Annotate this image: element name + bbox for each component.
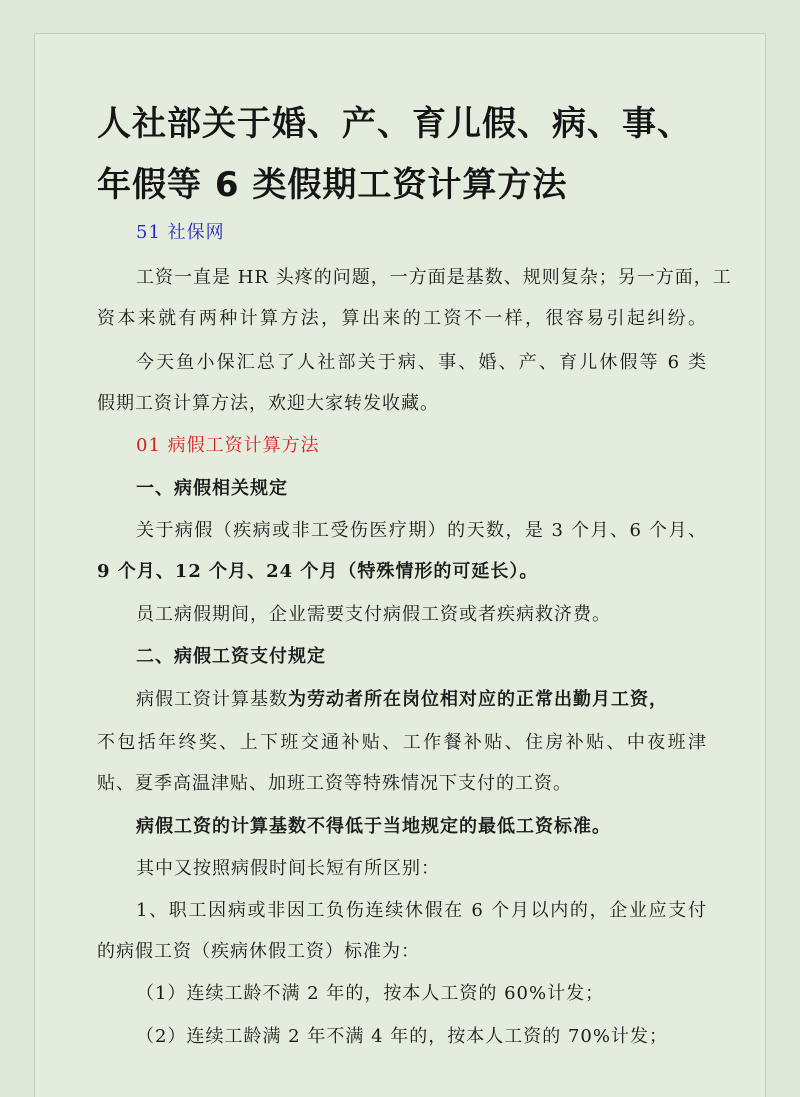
source-label: 51 社保网 (136, 222, 225, 243)
subsection-heading-rules: 一、病假相关规定 (136, 478, 288, 499)
payment-base-paragraph-line-3: 贴、夏季高温津贴、加班工资等特殊情况下支付的工资。 (97, 773, 572, 794)
subsection-heading-payment: 二、病假工资支付规定 (136, 646, 326, 667)
payment-base-normal-text: 病假工资计算基数 (136, 689, 288, 710)
intro-paragraph-1-line-1: 工资一直是 HR 头疼的问题，一方面是基数、规则复杂；另一方面，工 (136, 267, 732, 288)
intro-paragraph-1-line-2: 资本来就有两种计算方法，算出来的工资不一样，很容易引起纠纷。 (97, 308, 707, 329)
payment-obligation-paragraph: 员工病假期间，企业需要支付病假工资或者疾病救济费。 (136, 604, 611, 625)
section-heading-01: 01 病假工资计算方法 (136, 435, 320, 456)
payment-base-paragraph-line-1 (136, 688, 707, 712)
rules-paragraph-line-2: 9 个月、12 个月、24 个月（特殊情形的可延长）。 (97, 561, 539, 582)
item-1-subitem-2: （2）连续工龄满 2 年不满 4 年的，按本人工资的 70%计发； (136, 1026, 668, 1047)
minimum-wage-paragraph: 病假工资的计算基数不得低于当地规定的最低工资标准。 (136, 816, 611, 837)
duration-distinction-paragraph: 其中又按照病假时间长短有所区别： (136, 858, 440, 879)
intro-paragraph-2-line-1: 今天鱼小保汇总了人社部关于病、事、婚、产、育儿休假等 6 类 (136, 352, 707, 373)
item-1-subitem-1: （1）连续工龄不满 2 年的，按本人工资的 60%计发； (136, 983, 605, 1004)
payment-base-bold-text: 为劳动者所在岗位相对应的正常出勤月工资， (288, 689, 668, 710)
payment-base-paragraph-line-2: 不包括年终奖、上下班交通补贴、工作餐补贴、住房补贴、中夜班津 (97, 732, 707, 753)
document-title-line-2: 年假等 6 类假期工资计算方法 (97, 165, 568, 205)
item-1-line-2: 的病假工资（疾病休假工资）标准为： (97, 941, 420, 962)
intro-paragraph-2-line-2: 假期工资计算方法，欢迎大家转发收藏。 (97, 393, 439, 414)
document-title-line-1: 人社部关于婚、产、育儿假、病、事、 (97, 104, 692, 144)
item-1-line-1: 1、职工因病或非因工负伤连续休假在 6 个月以内的，企业应支付 (136, 900, 707, 921)
rules-paragraph-line-1: 关于病假（疾病或非工受伤医疗期）的天数，是 3 个月、6 个月、 (136, 520, 707, 541)
